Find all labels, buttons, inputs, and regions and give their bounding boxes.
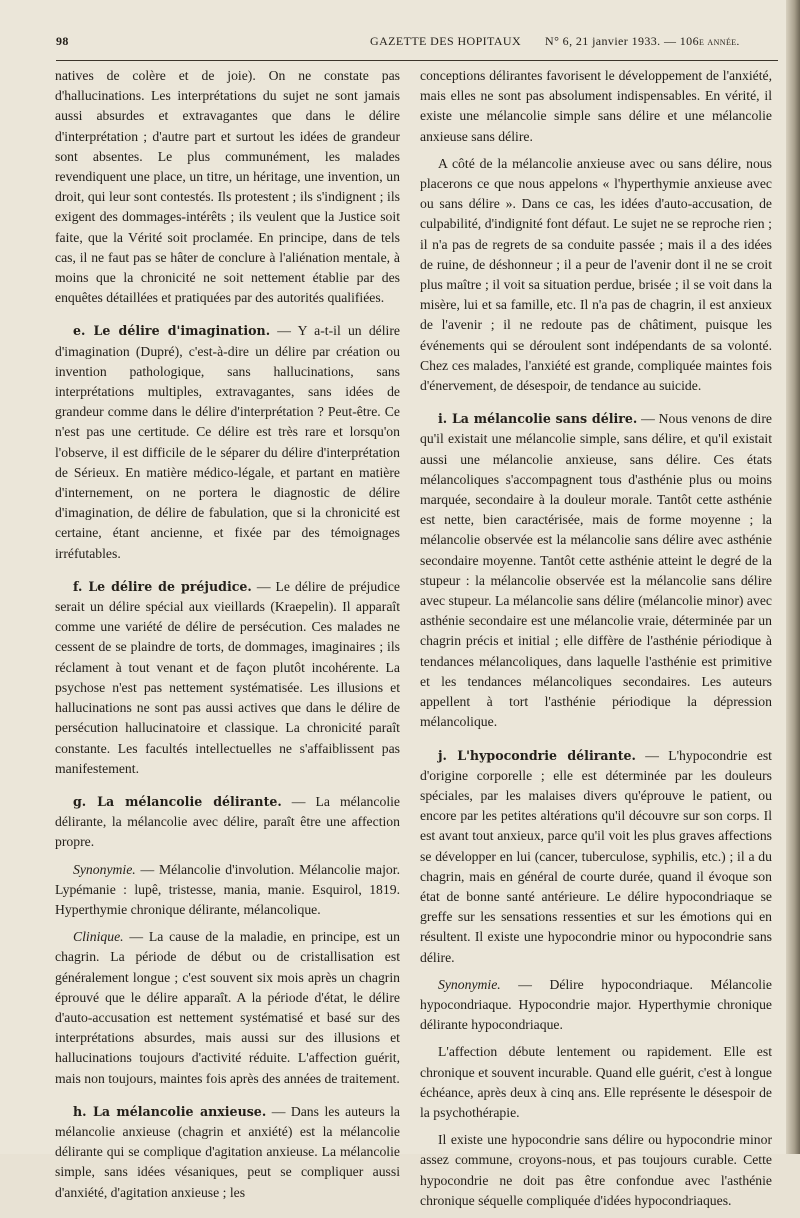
issue-info	[545, 34, 740, 49]
paragraph-continued-right: conceptions délirantes favorisent le développement de l'anxiété, mais elles ne sont pas absolument indispensables. En vérité, il existe une mélancolie simple sans délire et une mélancolie anxieuse sans délire.	[420, 68, 772, 144]
synonymie-g-text: — Mélancolie d'involution. Mélancolie major. Lypémanie : lupê, tristesse, mania, manie. Esquirol, 1819. Hyperthymie chronique délirante, mélancolique.	[55, 861, 400, 917]
right-column	[420, 66, 772, 1218]
issue-date: N° 6, 21 janvier 1933. — 106	[545, 34, 699, 48]
section-j-heading: j. L'hypocondrie délirante.	[438, 747, 636, 763]
issue-year-suffix: e année.	[698, 36, 740, 48]
section-h	[55, 1102, 400, 1203]
section-g	[55, 792, 400, 853]
section-h-text: — Dans les auteurs la mélancolie anxieuse (chagrin et anxiété) est la mélancolie délirante qui se complique d'agitation anxieuse. La mélancolie simple, sans idées vésaniques, peut se compliquer aussi d'anxiété, d'agitation anxieuse ; les	[55, 1103, 400, 1200]
section-h-heading: h. La mélancolie anxieuse.	[73, 1103, 267, 1119]
section-i	[420, 409, 772, 732]
synonymie-g	[55, 860, 400, 921]
clinique-g-label: Clinique.	[73, 929, 124, 945]
page-header	[40, 34, 780, 54]
section-e	[55, 321, 400, 563]
page-number: 98	[56, 34, 69, 48]
section-f-heading: f. Le délire de préjudice.	[73, 578, 252, 594]
section-g-text: — La mélancolie délirante, la mélancolie avec délire, paraît être une affection propre.	[55, 793, 400, 850]
section-j-text: — L'hypocondrie est d'origine corporelle ; elle est déterminée par les douleurs spéciales, par les malaises divers qu'éprouve le patient, ou encore par les petites altérations qu'il découvre sur son corps. Il est avant tout anxieux, parce qu'il voit les plus graves affections se développer en lui (cancer, tuberculose, syphilis, etc.) ; il a du chagrin, mais en général de courte durée, quand il évoque son état de bonne santé antérieure. Le délire hypocondriaque se greffe sur les sensations ressenties et sur les émotions qui en résultent. Il existe une hypocondrie minor ou hypocondrie sans délire.	[420, 747, 772, 965]
header-rule	[56, 60, 778, 61]
page-edge-shadow	[786, 0, 800, 1154]
paragraph-hyperthymie: A côté de la mélancolie anxieuse avec ou sans délire, nous placerons ce que nous appelons « l'hyperthymie anxieuse avec ou sans délire ». Dans ce cas, les idées d'auto-accusation, de culpabilité, d'indignité font défaut. Le sujet ne se reproche rien ; il n'a pas de regrets de sa conduite passée ; mais il a des idées de ruine, de déshonneur ; il a peur de l'avenir dont il ne se croit plus maître ; il voit sa situation perdue, brisée ; il se voit dans la misère, lui et sa famille, etc. Il n'a pas de chagrin, il est anxieux de l'avenir ; il ne redoute pas de châtiment, puisque les événements qui se déroulent sont indépendants de sa volonté. Chez ces malades, l'anxiété est grande, compliquée maintes fois d'énervement, de désespoir, de tendance au suicide.	[420, 155, 772, 394]
section-e-text: — Y a-t-il un délire d'imagination (Dupré), c'est-à-dire un délire par création ou invention pathologique, sans hallucinations, sans interprétations multiples, extravagantes, sans idées de grandeur comme dans le délire d'interprétation ? Peut-être. Ce n'est pas une certitude. Ce délire est très rare et lorsqu'on l'observe, il est difficile de le séparer du délire d'interprétation de Sérieux. En matière médico-légale, et partant en matière d'internement, on ne portera le diagnostic de délire d'imagination, de délire de fabulation, que si la chronicité est certaine, étant ancienne, et fixée par des témoignages irréfutables.	[55, 323, 400, 561]
section-e-heading: e. Le délire d'imagination.	[73, 323, 271, 339]
clinique-g-text: — La cause de la maladie, en principe, est un chagrin. La période de début ou de cristallisation est généralement longue ; c'est souvent six mois après un chagrin éprouvé que le délire apparaît. A la période d'état, le délire d'auto-accusation est nettement systématisé et basé sur des interprétations absurdes, mais aussi sur des illusions et hallucinations toujours d'activité réduite. L'affection guérit, mais non toujours, maintes fois après des années de traitement.	[55, 929, 400, 1086]
synonymie-j-label: Synonymie.	[438, 976, 501, 992]
synonymie-j	[420, 975, 772, 1036]
section-f	[55, 577, 400, 779]
paragraph-continued: natives de colère et de joie). On ne constate pas d'hallucinations. Les interprétations du sujet ne sont jamais aussi absurdes et extravagantes que dans le délire d'interprétation ; d'autre part et surtout les idées de grandeur sont absentes. Le plus communément, les malades revendiquent une place, un titre, un héritage, une invention, un droit, qui leur sont contestés. Ils protestent ; ils s'indignent ; ils exigent des dommages-intérêts ; ils veulent que la Justice soit faite, que la Vérité soit proclamée. En principe, dans de tels cas, il ne faut pas se hâter de conclure à l'aliénation mentale, à moins que la chronicité ne soit nettement établie par des enquêtes détaillées et pratiquées par des autorités qualifiées.	[55, 68, 400, 306]
clinique-g	[55, 927, 400, 1089]
paragraph-affection: L'affection débute lentement ou rapidement. Elle est chronique et souvent incurable. Quand elle guérit, c'est à longue échéance, après deux à cinq ans. Elle représente le désespoir de la psychothérapie.	[420, 1044, 772, 1120]
section-i-heading: i. La mélancolie sans délire.	[438, 411, 638, 427]
journal-title: GAZETTE DES HOPITAUX	[370, 34, 522, 48]
synonymie-j-text: — Délire hypocondriaque. Mélancolie hypocondriaque. Hypocondrie major. Hyperthymie chronique délirante hypocondriaque.	[420, 976, 772, 1033]
paragraph-hypocondrie-minor: Il existe une hypocondrie sans délire ou hypocondrie minor assez commune, croyons-nous, et pas toujours curable. Cette hypocondrie ne doit pas être confondue avec l'asthénie chronique séquelle compliquée d'idées hypocondriaques.	[420, 1132, 772, 1208]
section-j	[420, 746, 772, 968]
section-f-text: — Le délire de préjudice serait un délire spécial aux vieillards (Kraepelin). Il apparaît comme une variété de délire de persécution. Ces malades ne cessent de se plaindre de torts, de dommages, imaginaires ; ils réclament à tout venant et de façon plutôt incohérente. La psychose n'est pas nettement systématisée. Les illusions et hallucinations ne sont pas aussi actives que dans le délire de persécution hallucinatoire et classique. La chronicité paraît constante. Les facultés intellectuelles ne s'affaiblissent pas manifestement.	[55, 578, 401, 776]
left-column	[55, 66, 400, 1210]
section-g-heading: g. La mélancolie délirante.	[73, 793, 282, 809]
section-i-text: — Nous venons de dire qu'il existait une mélancolie simple, sans délire, et qu'il existait aussi une mélancolie anxieuse, sans délire. Ces états mélancoliques s'accompagnent tous d'asthénie plus ou moins marquée, secondaire à la douleur morale. Tantôt cette asthénie est nette, bien caractérisée, mais de forme moyenne ; la mélancolie observée est la mélancolie sans délire avec asthénie secondaire moyenne. Tantôt cette asthénie atteint le degré de la stupeur : la mélancolie observée est la mélancolie sans délire avec stupeur. La mélancolie sans délire (mélancolie minor) avec asthénie secondaire est une mélancolie vraie, déterminée par un chagrin précis et initial ; elle diffère de l'asthénie périodique à tendances mélancoliques, dans laquelle l'asthénie est primitive et les tendances mélancoliques secondaires. Les auteurs appellent à tort l'asthénie périodique la dépression mélancolique.	[420, 411, 772, 730]
synonymie-g-label: Synonymie.	[73, 861, 136, 877]
